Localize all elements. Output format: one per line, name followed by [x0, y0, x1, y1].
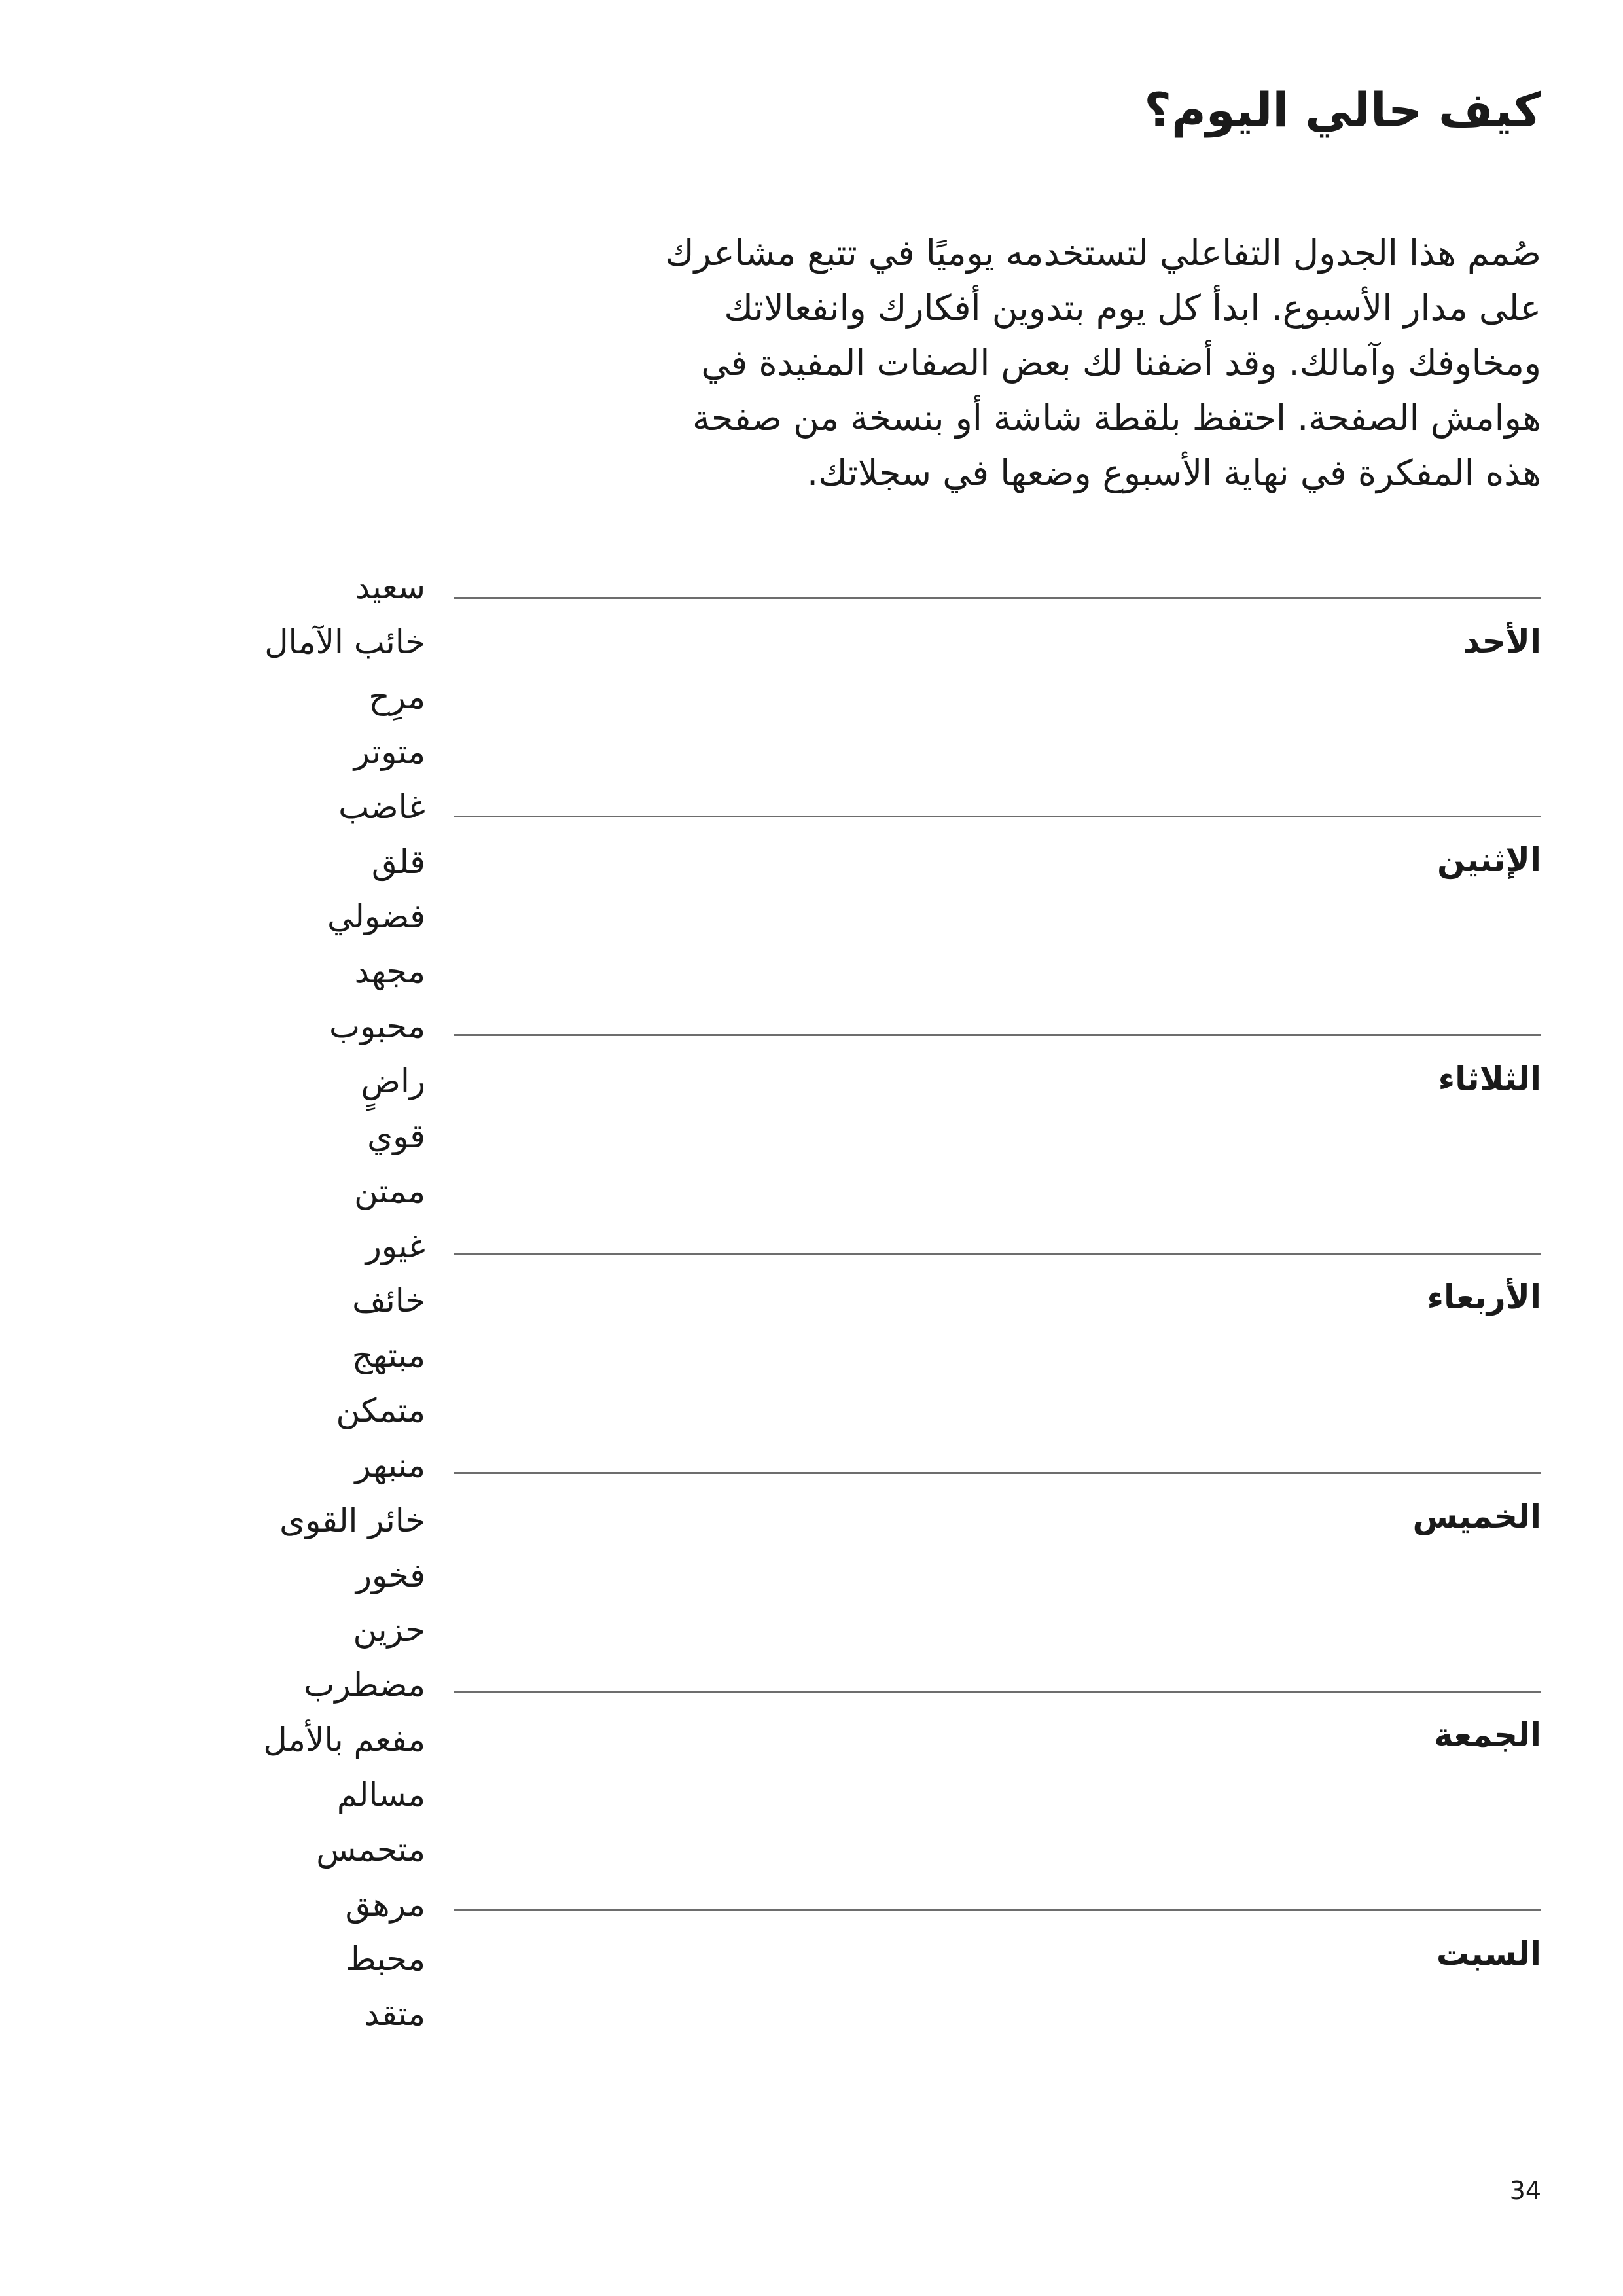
feeling-word: ممتن — [354, 1172, 425, 1210]
feeling-word: مرهق — [345, 1886, 425, 1924]
feeling-word: حزين — [353, 1611, 425, 1649]
day-label-tuesday: الثلاثاء — [1438, 1060, 1541, 1098]
feeling-word: متوتر — [353, 733, 425, 771]
feeling-word: محبط — [346, 1940, 425, 1978]
feeling-word: فخور — [355, 1556, 425, 1594]
feeling-word: خائر القوى — [279, 1501, 425, 1539]
day-divider-line — [454, 1909, 1541, 1911]
feeling-word: سعيد — [355, 568, 425, 606]
day-label-sunday: الأحد — [1463, 622, 1541, 660]
intro-line: هوامش الصفحة. احتفظ بلقطة شاشة أو بنسخة من صفحة — [692, 397, 1541, 439]
feeling-word: خائف — [352, 1282, 425, 1319]
feeling-word: مرِح — [368, 678, 425, 716]
day-label-friday: الجمعة — [1433, 1716, 1541, 1754]
day-divider-line — [454, 1691, 1541, 1693]
day-label-thursday: الخميس — [1412, 1498, 1541, 1535]
feeling-word: متحمس — [316, 1831, 425, 1869]
day-divider-line — [454, 597, 1541, 599]
feeling-word: خائب الآمال — [264, 623, 425, 661]
feeling-word: متمكن — [336, 1391, 425, 1429]
day-divider-line — [454, 816, 1541, 817]
day-divider-line — [454, 1253, 1541, 1255]
feeling-word: متقد — [364, 1995, 425, 2033]
intro-line: صُمم هذا الجدول التفاعلي لتستخدمه يوميًا في تتبع مشاعرك — [665, 232, 1541, 274]
feeling-word: فضولي — [327, 897, 425, 935]
feeling-word: مسالم — [336, 1776, 425, 1814]
page-number: 34 — [1509, 2176, 1541, 2205]
feeling-word: قوي — [367, 1117, 425, 1155]
intro-line: على مدار الأسبوع. ابدأ كل يوم بتدوين أفكارك وانفعالاتك — [724, 287, 1541, 329]
feeling-word: محبوب — [329, 1007, 425, 1045]
day-label-monday: الإثنين — [1437, 841, 1541, 879]
intro-paragraph — [573, 226, 1541, 501]
page-title: كيف حالي اليوم؟ — [1144, 82, 1541, 137]
day-label-saturday: السبت — [1436, 1935, 1541, 1973]
feeling-word: غيور — [365, 1227, 425, 1265]
feeling-word: راضٍ — [361, 1062, 425, 1100]
intro-line: ومخاوفك وآمالك. وقد أضفنا لك بعض الصفات المفيدة في — [701, 342, 1541, 384]
day-label-wednesday: الأربعاء — [1427, 1278, 1541, 1316]
feeling-word: مضطرب — [304, 1666, 425, 1704]
feeling-word: منبهر — [355, 1446, 425, 1484]
intro-line: هذه المفكرة في نهاية الأسبوع وضعها في سجلاتك. — [807, 452, 1541, 493]
feeling-word: مبتهج — [351, 1336, 425, 1374]
feeling-word: مفعم بالأمل — [263, 1721, 425, 1759]
day-divider-line — [454, 1472, 1541, 1474]
feeling-word: قلق — [371, 843, 425, 881]
feeling-word: مجهد — [354, 952, 425, 990]
day-divider-line — [454, 1034, 1541, 1036]
feeling-word: غاضب — [338, 788, 425, 826]
